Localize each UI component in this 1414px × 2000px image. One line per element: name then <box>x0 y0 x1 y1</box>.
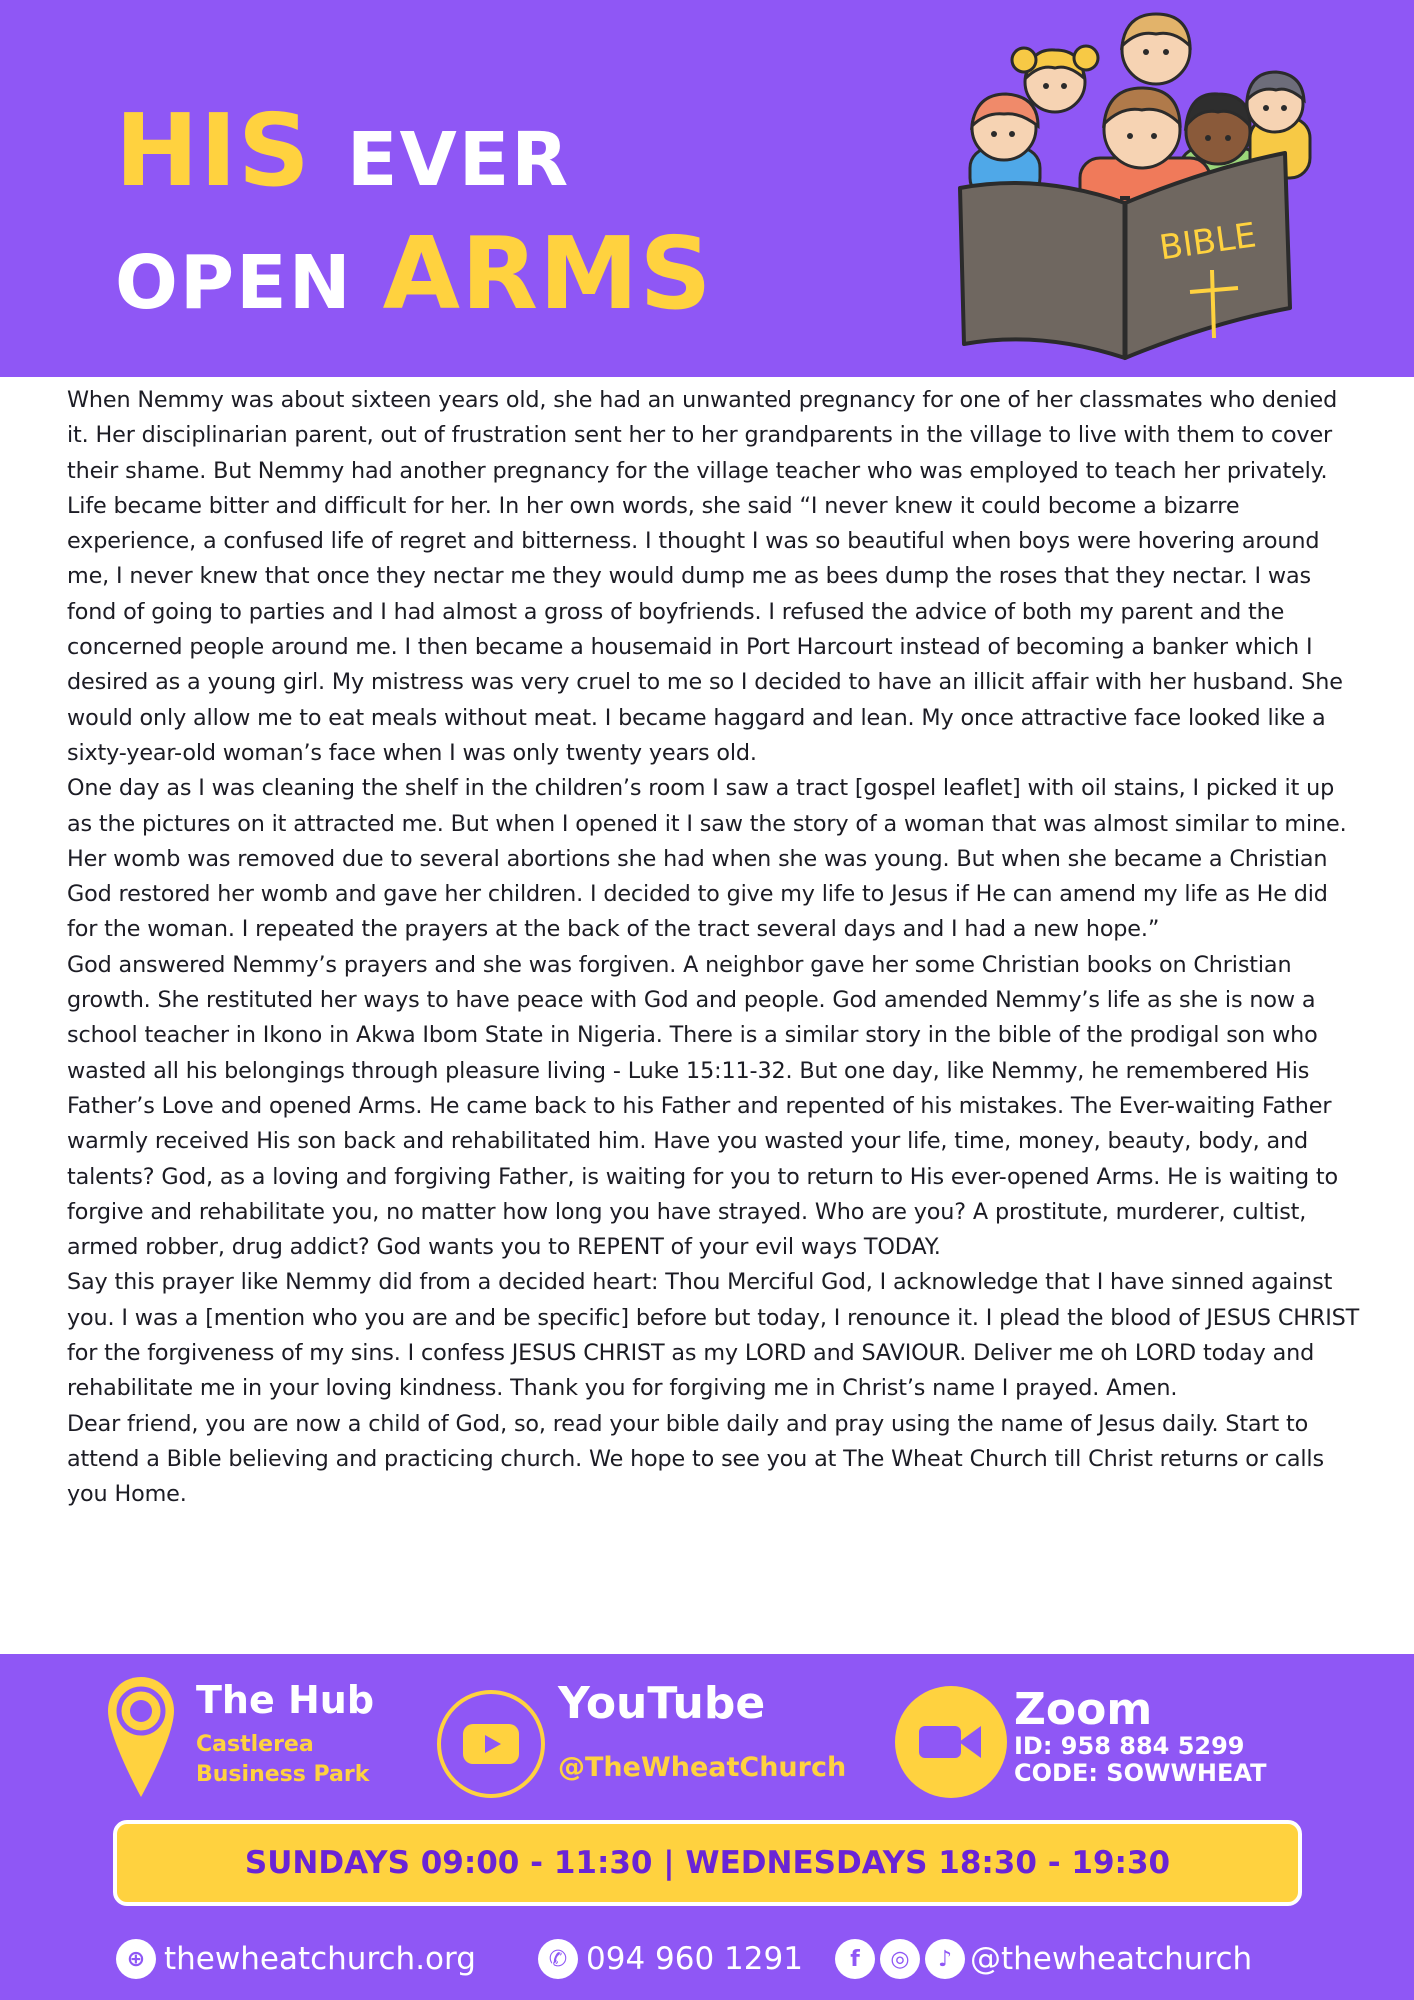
website-link[interactable] <box>116 1935 476 1983</box>
children-reading-bible-illustration <box>950 8 1320 368</box>
youtube-title: YouTube <box>558 1678 766 1729</box>
globe-icon: ⊕ <box>116 1939 156 1979</box>
zoom-meeting-id: ID: 958 884 5299 <box>1014 1732 1245 1760</box>
zoom-camera-icon[interactable] <box>895 1686 1007 1798</box>
phone-link[interactable] <box>538 1935 803 1983</box>
phone-icon: ✆ <box>538 1939 578 1979</box>
camera-body-icon <box>919 1726 961 1758</box>
title-word-his: HIS <box>115 92 311 209</box>
location-pin-icon <box>106 1675 176 1800</box>
title-line-1 <box>115 92 570 209</box>
story-paragraph: Say this prayer like Nemmy did from a decided heart: Thou Merciful God, I acknowledge that I have sinned against you. I was a [mention who you are and be specific] before but today, I renounce it. I plead the blood of JESUS CHRIST for the forgiveness of my sins. I confess JESUS CHRIST as my LORD and SAVIOUR. Deliver me oh LORD today and rehabilitate me in your loving kindness. Thank you for forgiving me in Christ’s name I prayed. Amen. <box>67 1269 1360 1402</box>
youtube-icon[interactable] <box>437 1690 545 1798</box>
social-links[interactable] <box>835 1935 1252 1983</box>
title-word-ever: EVER <box>346 117 571 203</box>
zoom-title: Zoom <box>1014 1684 1153 1735</box>
story-text <box>67 383 1362 1513</box>
title-line-2 <box>115 215 713 332</box>
service-times-bar <box>113 1820 1302 1906</box>
hub-address-line-1: Castlerea <box>196 1732 314 1757</box>
story-paragraph: Dear friend, you are now a child of God, so, read your bible daily and pray using the name of Jesus daily. Start to attend a Bible believing and practicing church. We hope to see you at The Wheat Church till Christ returns or calls you Home. <box>67 1410 1324 1508</box>
camera-lens-icon <box>959 1726 981 1758</box>
hub-address <box>196 1730 369 1790</box>
hub-address-line-2: Business Park <box>196 1762 370 1787</box>
title-word-open: OPEN <box>115 240 353 326</box>
facebook-icon[interactable]: f <box>835 1939 875 1979</box>
story-paragraph: One day as I was cleaning the shelf in the children’s room I saw a tract [gospel leaflet] with oil stains, I picked it up as the pictures on it attracted me. But when I opened it I saw the story of a woman that was almost similar to mine. Her womb was removed due to several abortions she had when she was young. But when she became a Christian God restored her womb and gave her children. I decided to give my life to Jesus if He can amend my life as He did for the woman. I repeated the prayers at the back of the tract several days and I had a new hope.” <box>67 775 1347 943</box>
youtube-play-icon <box>463 1724 519 1764</box>
website-text: thewheatchurch.org <box>164 1941 476 1977</box>
zoom-passcode: CODE: SOWWHEAT <box>1014 1759 1267 1787</box>
story-paragraph: God answered Nemmy’s prayers and she was forgiven. A neighbor gave her some Christian books on Christian growth. She restituted her ways to have peace with God and people. God amended Nemmy’s life as she is now a school teacher in Ikono in Akwa Ibom State in Nigeria. There is a similar story in the bible of the prodigal son who wasted all his belongings through pleasure living - Luke 15:11-32. But one day, like Nemmy, he remembered His Father’s Love and opened Arms. He came back to his Father and repented of his mistakes. The Ever-waiting Father warmly received His son back and rehabilitated him. Have you wasted your life, time, money, beauty, body, and talents? God, as a loving and forgiving Father, is waiting for you to return to His ever-opened Arms. He is waiting to forgive and rehabilitate you, no matter how long you have strayed. Who are you? A prostitute, murderer, cultist, armed robber, drug addict? God wants you to REPENT of your evil ways TODAY. <box>67 951 1338 1261</box>
tiktok-icon[interactable]: ♪ <box>925 1939 965 1979</box>
instagram-icon[interactable]: ◎ <box>880 1939 920 1979</box>
service-times: SUNDAYS 09:00 - 11:30 | WEDNESDAYS 18:30 - 19:30 <box>244 1845 1171 1881</box>
social-handle: @thewheatchurch <box>970 1941 1253 1977</box>
hub-title: The Hub <box>196 1678 375 1722</box>
title-word-arms: ARMS <box>382 215 713 332</box>
book-label: BIBLE <box>1156 215 1259 269</box>
youtube-handle[interactable]: @TheWheatChurch <box>558 1752 847 1783</box>
header-banner <box>0 0 1414 377</box>
story-paragraph: When Nemmy was about sixteen years old, she had an unwanted pregnancy for one of her classmates who denied it. Her disciplinarian parent, out of frustration sent her to her grandparents in the village to live with them to cover their shame. But Nemmy had another pregnancy for the village teacher who was employed to teach her privately. Life became bitter and difficult for her. In her own words, she said “I never knew it could become a bizarre experience, a confused life of regret and bitterness. I thought I was so beautiful when boys were hovering around me, I never knew that once they nectar me they would dump me as bees dump the roses that they nectar. I was fond of going to parties and I had almost a gross of boyfriends. I refused the advice of both my parent and the concerned people around me. I then became a housemaid in Port Harcourt instead of becoming a banker which I desired as a young girl. My mistress was very cruel to me so I decided to have an illicit affair with her husband. She would only allow me to eat meals without meat. I became haggard and lean. My once attractive face looked like a sixty-year-old woman’s face when I was only twenty years old. <box>67 387 1343 766</box>
phone-text: 094 960 1291 <box>586 1941 803 1977</box>
